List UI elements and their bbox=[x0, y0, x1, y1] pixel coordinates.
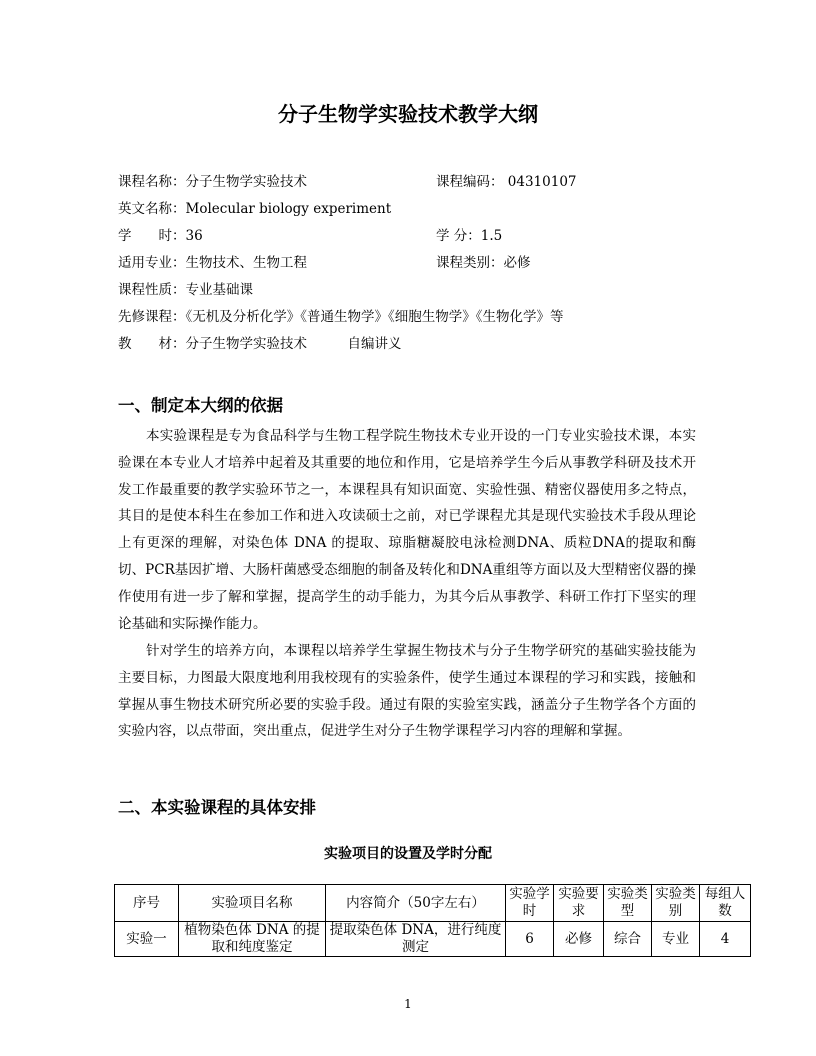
page-number: 1 bbox=[404, 997, 412, 1011]
table-title: 实验项目的设置及学时分配 bbox=[324, 846, 492, 862]
table-cell: 必修 bbox=[554, 922, 604, 957]
document-title: 分子生物学实验技术教学大纲 bbox=[278, 102, 538, 126]
course-hours: 学 时：36 bbox=[118, 228, 203, 244]
basis-paragraph-2: 针对学生的培养方向，本课程以培养学生掌握生物技术与分子生物学研究的基础实验技能为主要目标，力图最大限度地利用我校现有的实验条件，使学生通过本课程的学习和实践，接触和掌握从事生物技术研究所必要的实验手段。通过有限的实验室实践，涵盖分子生物学各个方面的实验内容，以点带面，突出重点，促进学生对分子生物学课程学习内容的理解和掌握。 bbox=[118, 643, 696, 740]
english-name: 英文名称：Molecular biology experiment bbox=[118, 201, 392, 217]
prerequisite-courses: 先修课程：《无机及分析化学》《普通生物学》《细胞生物学》《生物化学》等 bbox=[118, 309, 564, 325]
course-name: 课程名称：分子生物学实验技术 bbox=[118, 174, 307, 190]
table-row bbox=[115, 922, 751, 957]
header-cell: 实验项目名称 bbox=[179, 885, 326, 922]
table-cell: 实验一 bbox=[115, 922, 179, 957]
header-cell: 实验要求 bbox=[554, 885, 604, 922]
header-cell: 序号 bbox=[115, 885, 179, 922]
section-heading-basis: 一、制定本大纲的依据 bbox=[118, 396, 283, 415]
header-cell: 内容简介（50字左右） bbox=[326, 885, 506, 922]
textbook: 教 材：分子生物学实验技术 自编讲义 bbox=[118, 336, 402, 352]
table-cell: 4 bbox=[700, 922, 751, 957]
table-header-row bbox=[115, 885, 751, 922]
course-code: 课程编码： 04310107 bbox=[436, 174, 577, 190]
applicable-majors: 适用专业：生物技术、生物工程 bbox=[118, 255, 307, 271]
table-cell: 专业 bbox=[652, 922, 700, 957]
header-cell: 每组人数 bbox=[700, 885, 751, 922]
table-cell: 植物染色体 DNA 的提取和纯度鉴定 bbox=[179, 922, 326, 957]
experiment-table bbox=[114, 884, 751, 957]
table-cell: 综合 bbox=[604, 922, 652, 957]
header-cell: 实验学时 bbox=[506, 885, 554, 922]
header-cell: 实验类型 bbox=[604, 885, 652, 922]
basis-paragraph-1: 本实验课程是专为食品科学与生物工程学院生物技术专业开设的一门专业实验技术课，本实验课在本专业人才培养中起着及其重要的地位和作用，它是培养学生今后从事教学科研及技术开发工作最重要的教学实验环节之一，本课程具有知识面宽、实验性强、精密仪器使用多之特点，其目的是使本科生在参加工作和进入攻读硕士之前，对已学课程尤其是现代实验技术手段从理论上有更深的理解，对染色体 DNA 的提取、琼脂糖凝胶电泳检测DNA、质粒DNA的提取和酶切、PCR基因扩增、大肠杆菌感受态细胞的制备及转化和DNA重组等方面以及大型精密仪器的操作使用有进一步了解和掌握，提高学生的动手能力，为其今后从事教学、科研工作打下坚实的理论基础和实际操作能力。 bbox=[118, 428, 696, 632]
table-cell: 6 bbox=[506, 922, 554, 957]
course-category: 课程类别：必修 bbox=[436, 255, 531, 271]
course-credits: 学 分：1.5 bbox=[436, 228, 503, 244]
section-heading-arrangement: 二、本实验课程的具体安排 bbox=[118, 798, 316, 817]
course-nature: 课程性质：专业基础课 bbox=[118, 282, 253, 298]
table-cell: 提取染色体 DNA，进行纯度测定 bbox=[326, 922, 506, 957]
header-cell: 实验类别 bbox=[652, 885, 700, 922]
